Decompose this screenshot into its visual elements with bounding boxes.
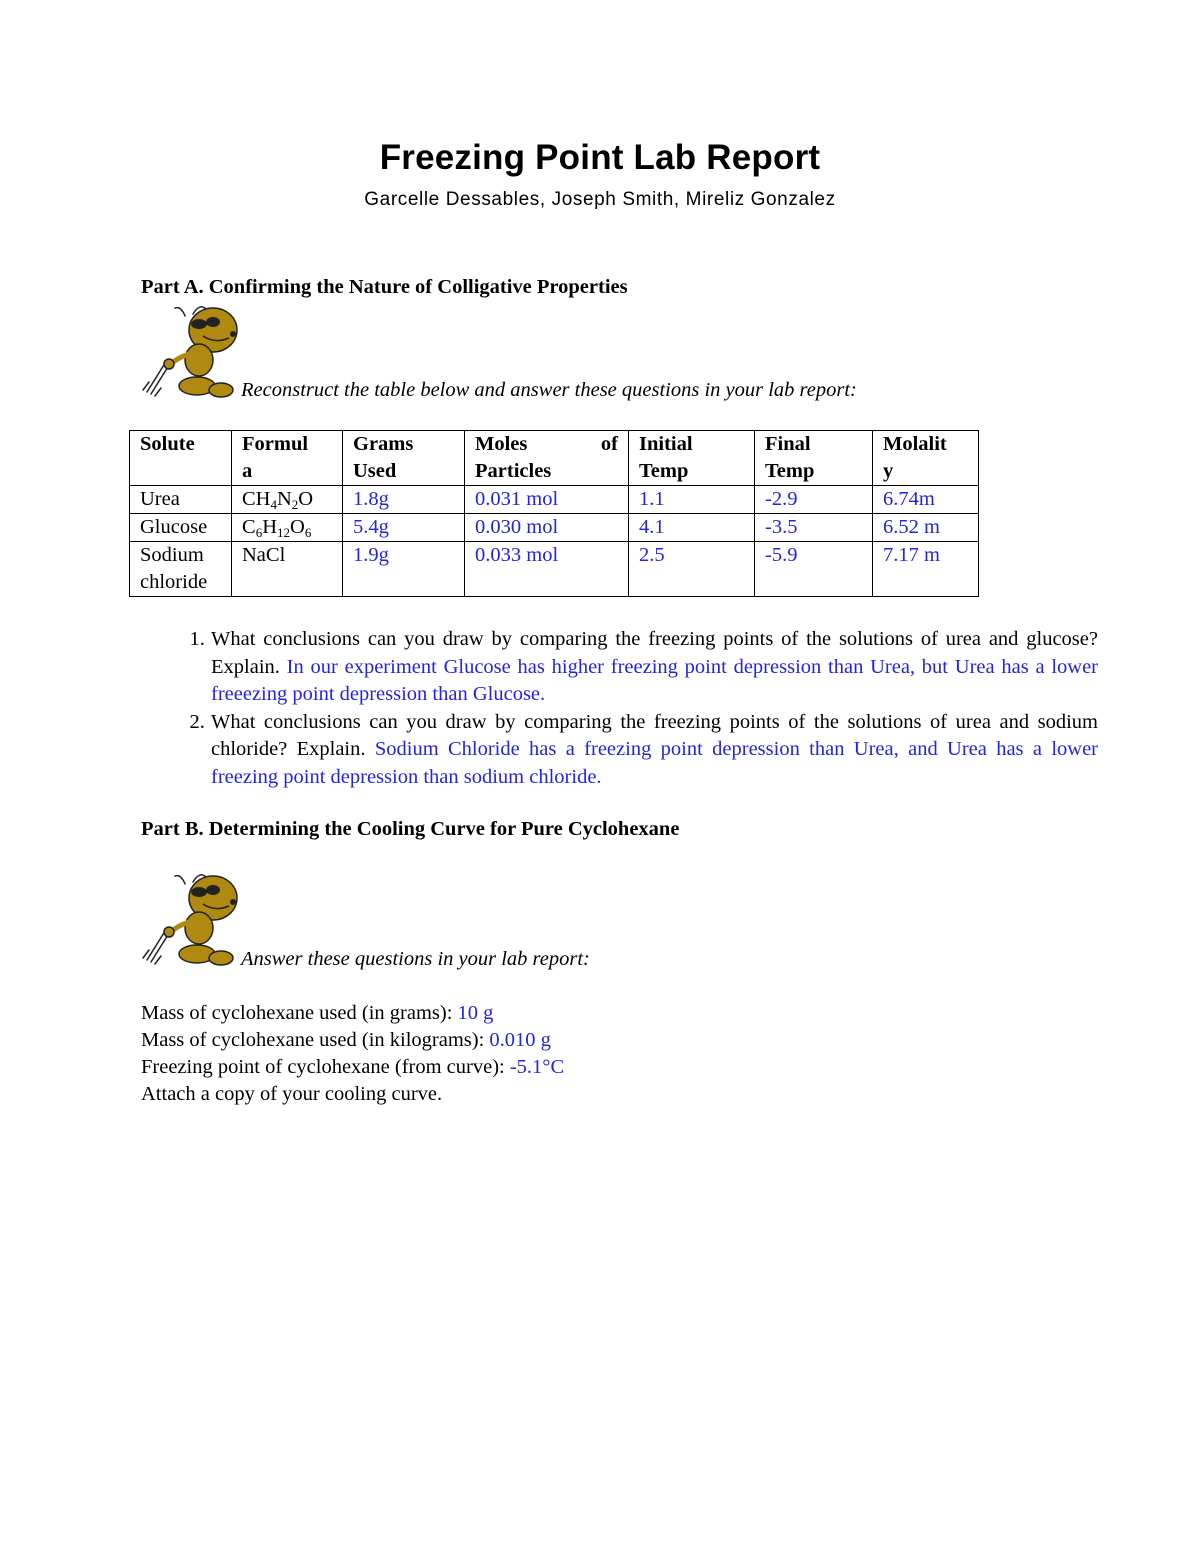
question-text: What conclusions can you draw by comparing the freezing points of the solutions of urea and glucose? Explain.: [211, 628, 1098, 678]
field-label: Mass of cyclohexane used (in grams):: [141, 1002, 453, 1024]
table-row: [130, 542, 979, 597]
cell-initial-temp: 1.1: [629, 486, 755, 514]
cell-initial-temp: 4.1: [629, 514, 755, 542]
part-b-instruction: Answer these questions in your lab report:: [241, 948, 590, 970]
part-a-heading: Part A. Confirming the Nature of Colligative Properties: [141, 276, 628, 298]
cell-molality: 7.17 m: [873, 542, 979, 597]
cell-grams: 5.4g: [343, 514, 465, 542]
mass-grams-line: [141, 1002, 493, 1025]
question-text: What conclusions can you draw by comparing the freezing points of the solutions of urea and sodium chloride? Explain.: [211, 710, 1098, 760]
answer-text: In our experiment Glucose has higher freezing point depression than Urea, but Urea has a lower freeezing point depression than Glucose.: [211, 655, 1099, 705]
cell-molality: 6.52 m: [873, 514, 979, 542]
header-grams-used: Grams Used: [343, 431, 465, 486]
cell-molality: 6.74m: [873, 486, 979, 514]
cell-final-temp: -3.5: [755, 514, 873, 542]
authors-line: Garcelle Dessables, Joseph Smith, Mireliz Gonzalez: [364, 189, 836, 210]
part-b-heading: Part B. Determining the Cooling Curve for Pure Cyclohexane: [141, 818, 680, 840]
question-item: [210, 626, 1098, 709]
field-label: Mass of cyclohexane used (in kilograms):: [141, 1029, 485, 1051]
ant-mascot-icon: [141, 870, 241, 966]
question-list: [172, 626, 1098, 791]
mass-kilograms-line: [141, 1029, 551, 1052]
cell-formula: $CH_4N_2O$: [232, 486, 343, 514]
cell-formula: NaCl: [232, 542, 343, 597]
cell-final-temp: -5.9: [755, 542, 873, 597]
header-final-temp: Final Temp: [755, 431, 873, 486]
field-label: Freezing point of cyclohexane (from curve):: [141, 1056, 505, 1078]
ant-mascot-icon: [141, 302, 241, 398]
cell-grams: 1.8g: [343, 486, 465, 514]
cell-solute: Urea: [130, 486, 232, 514]
cell-initial-temp: 2.5: [629, 542, 755, 597]
table-row: [130, 486, 979, 514]
cell-solute: Sodium chloride: [130, 542, 232, 597]
header-molality: Molalit y: [873, 431, 979, 486]
cell-grams: 1.9g: [343, 542, 465, 597]
part-a-instruction: Reconstruct the table below and answer these questions in your lab report:: [241, 379, 857, 401]
cell-formula: $C_6H_{12}O_6$: [232, 514, 343, 542]
attach-curve-line: [141, 1083, 442, 1106]
page-title: Freezing Point Lab Report: [379, 138, 821, 177]
header-solute: Solute: [130, 431, 232, 486]
cell-moles: 0.031 mol: [465, 486, 629, 514]
cell-final-temp: -2.9: [755, 486, 873, 514]
freezing-point-line: [141, 1056, 564, 1079]
answer-text: Sodium Chloride has a freezing point depression than Urea, and Urea has a lower freezing point depression than sodium chloride.: [211, 738, 1098, 788]
header-moles-of-particles: Moles of Particles: [465, 431, 629, 486]
table-row: [130, 514, 979, 542]
header-initial-temp: Initial Temp: [629, 431, 755, 486]
cell-moles: 0.030 mol: [465, 514, 629, 542]
field-value: -5.1°C: [509, 1056, 565, 1078]
header-formula: Formul a: [232, 431, 343, 486]
cell-solute: Glucose: [130, 514, 232, 542]
solute-data-table: [129, 430, 979, 597]
field-value: 0.010 g: [489, 1029, 551, 1051]
table-header-row: [130, 431, 979, 486]
field-label: Attach a copy of your cooling curve.: [141, 1083, 443, 1105]
field-value: 10 g: [457, 1002, 494, 1024]
cell-moles: 0.033 mol: [465, 542, 629, 597]
question-item: [210, 709, 1098, 792]
